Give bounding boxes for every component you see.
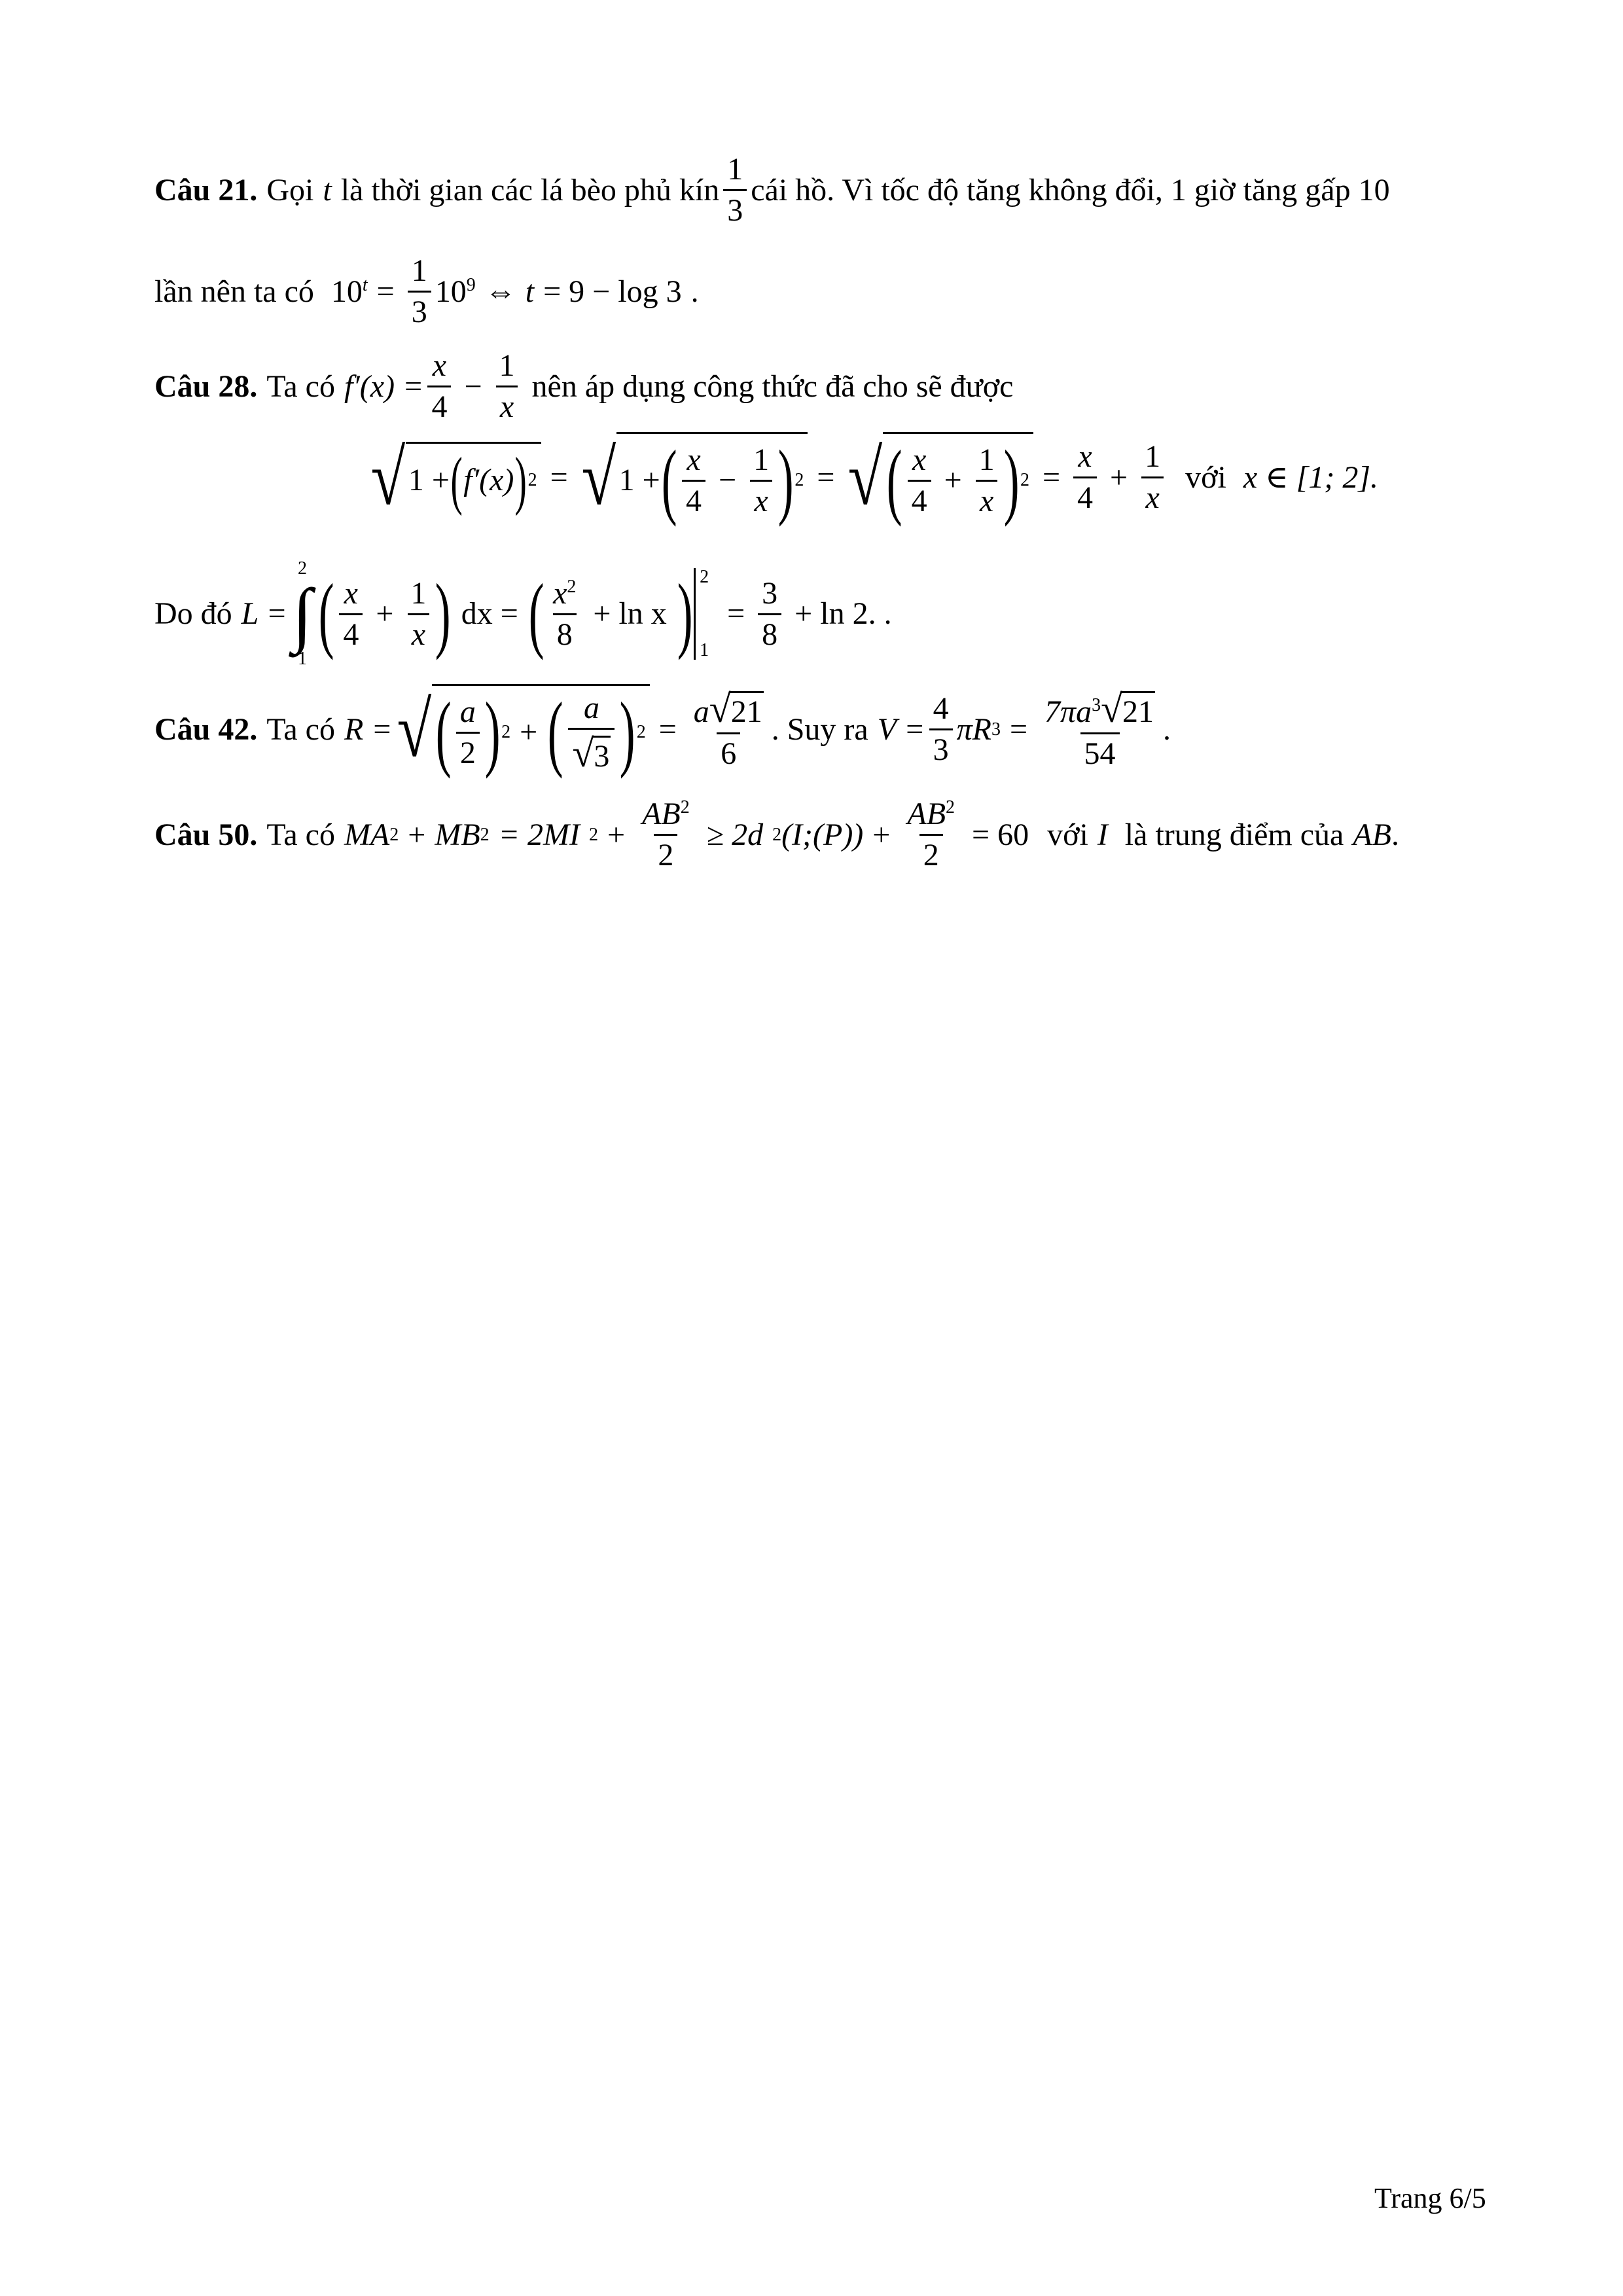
q50-line: Câu 50. Ta có MA 2 + MB 2 = 2MI 2 + $\frac{AB^2}{2}$ ≥ 2d 2 (I;(P)) + $\frac{AB^2}{2}$ = 60 với I là trung điểm của AB . <box>154 797 1399 872</box>
q21-text-1: Gọi <box>266 172 314 207</box>
q42-R: R = <box>344 711 393 747</box>
q28-L: L = <box>241 596 287 631</box>
q21-line-1 <box>154 154 1390 226</box>
q50-label: Câu 50. <box>154 817 258 852</box>
q42-line: Câu 42. Ta có R = √ ( $\frac{a}{2}$ ) 2 + ( $\frac{a}{√3}$ ) 2 = $\frac{a√21}{6}$ . Suy ra V = $\frac{4}{3}$ πR 3 = $\frac{7\pi a^3√21}{54}$ . <box>154 685 1171 780</box>
q28-sqrt-3: √ ( $\frac{x}{4}$ + $\frac{1}{x}$ ) 2 <box>844 432 1033 523</box>
q21-result: = 9 − log 3 <box>543 274 682 309</box>
q21-ten-power-9: $10^9$ <box>435 274 476 309</box>
integral-sign: 2 ∫ 1 <box>292 558 313 669</box>
q28-line-1: Câu 28. Ta có f′(x) = $\frac{x}{4}$ − $\frac{1}{x}$ nên áp dụng công thức đã cho sẽ được <box>154 348 1014 424</box>
q28-sqrt-1: √ 1 + ( f′(x) ) 2 <box>366 439 541 517</box>
q21-fraction-one-third: $\frac{1}{3}$ <box>723 154 747 226</box>
page-number: Trang 6/5 <box>1374 2182 1486 2214</box>
q28-integral-line: Do đó L = 2 ∫ 1 ( $\frac{x}{4}$ + $\frac{1}{x}$ ) dx = ( $\frac{x^2}{8}$ + ln x ) 2 1 = $\frac{3}{8}$ + ln 2. . <box>154 558 892 669</box>
q28-equation: √ 1 + ( f′(x) ) 2 = √ 1 + ( $\frac{x}{4}$ − $\frac{1}{x}$ ) 2 = √ ( $\frac{x}{4}$ + $\frac{1}{x}$ ) 2 = $\frac{x}{4}$ + $\frac{1}{x}$ với x ∈ [1; 2]. <box>366 432 1378 523</box>
q21-fraction-one-third-2: $\frac{1}{3}$ <box>408 255 431 328</box>
q28-fprime: f′(x) = <box>344 368 424 404</box>
q21-label: Câu 21. <box>154 172 258 207</box>
q21-text-4: lần nên ta có <box>154 274 314 309</box>
q21-ten-power-t: 10$^t$ <box>330 274 368 309</box>
q28-sqrt-2: √ 1 + ( $\frac{x}{4}$ − $\frac{1}{x}$ ) 2 <box>577 432 808 523</box>
q28-text-2: nên áp dụng công thức đã cho sẽ được <box>531 368 1014 404</box>
evaluation-bar: 2 1 <box>694 568 709 660</box>
q21-text-3: cái hồ. Vì tốc độ tăng không đổi, 1 giờ tăng gấp 10 <box>751 172 1390 207</box>
q21-line-2: lần nên ta có 10$^t$ = $\frac{1}{3}$ $10^9$ ⇔ t = 9 − log 3 . <box>154 253 699 329</box>
q42-R-result: $\frac{a√21}{6}$ <box>693 687 762 771</box>
q42-V: V = <box>877 711 925 747</box>
q28-domain: x ∈ [1; 2]. <box>1243 459 1379 495</box>
q28-label: Câu 28. <box>154 368 258 404</box>
q28-result: + ln 2. . <box>794 596 892 631</box>
q42-V-result: $\frac{7\pi a^3√21}{54}$ <box>1044 687 1154 771</box>
q42-sqrt: √ ( $\frac{a}{2}$ ) 2 + ( $\frac{a}{√3}$ ) 2 <box>393 684 650 775</box>
q21-text-2: là thời gian các lá bèo phủ kín <box>340 172 720 207</box>
q42-label: Câu 42. <box>154 711 258 747</box>
q21-var-t: t <box>323 172 332 207</box>
